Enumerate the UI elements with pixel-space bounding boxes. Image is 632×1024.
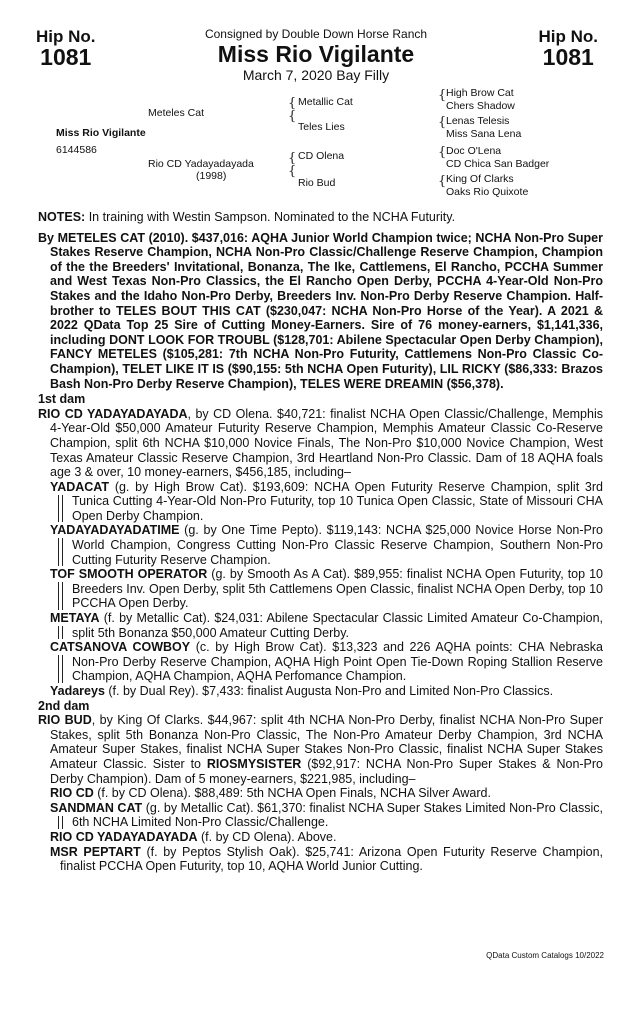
produce-text: (g. by One Time Pepto). $119,143: NCHA $25,000 Novice Horse Non-Pro World Champion, Congress Cutting Non-Pro Classic Reserve Champion, Southern Non-Pro Cutting Futurity Reserve Champion. <box>72 523 603 567</box>
hip-label: Hip No. <box>538 27 598 46</box>
produce-text: (g. by High Brow Cat). $193,609: NCHA Open Futurity Reserve Champion, split 3rd Tunica Cutting 4-Year-Old Non-Pro Futurity, top 10 Tunica Open Classic, State of Missouri CHA Open Derby Champion. <box>72 479 603 523</box>
produce-item <box>50 523 603 567</box>
pedigree-horse: Miss Rio Vigilante <box>56 127 146 139</box>
pedigree-ddd: Oaks Rio Quixote <box>446 186 529 198</box>
produce-text: (c. by High Brow Cat). $13,323 and 226 AQHA points: CHA Nebraska Non-Pro Derby Reserve Champion, AQHA High Point Open Tie-Down Roping Stallion Reserve Champion, AQHA Champion, AQHA Perfomance Champion. <box>72 640 603 684</box>
produce-name: YADACAT <box>50 479 110 494</box>
first-dam-text: , by CD Olena. $40,721: finalist NCHA Open Classic/Challenge, Memphis 4-Year-Old $50,000 Amateur Futurity Reserve Champion, Memphis Amateur Classic Co-Reserve Champion, split 6th NCHA $10,000 Novice Finals, The Non-Pro $10,000 Novice Champion, West Texas Amateur Classic Reserve Champion, 3rd Heartland Non-Pro Classic. Dam of 18 AQHA foals age 3 & over, 10 money-earners, $456,185, including– <box>50 406 603 480</box>
produce-name: MSR PEPTART <box>50 844 141 859</box>
hip-value: 1081 <box>542 44 594 70</box>
pedigree-ss: Metallic Cat <box>298 96 353 108</box>
produce-text: (f. by Peptos Stylish Oak). $25,741: Arizona Open Futurity Reserve Champion, finalist PCCHA Open Futurity, top 10, AQHA World Junior Cutting. <box>60 844 603 874</box>
pedigree-dd: Rio Bud <box>298 177 336 189</box>
produce-text: (f. by Metallic Cat). $24,031: Abilene Spectacular Classic Limited Amateur Co-Champion, split 5th Bonanza $50,000 Amateur Cutting Derby. <box>72 611 603 640</box>
hip-value: 1081 <box>40 44 92 70</box>
produce-text: (f. by Dual Rey). $7,433: finalist Augusta Non-Pro and Limited Non-Pro Classics. <box>104 684 554 698</box>
catalog-footer: QData Custom Catalogs 10/2022 <box>486 951 604 960</box>
produce-name: TOF SMOOTH OPERATOR <box>50 567 208 582</box>
second-dam-text-2: ($92,917: NCHA Non-Pro Super Stakes & Non-Pro Derby Champion). Dam of 5 money-earners, $221,985, including– <box>50 756 604 786</box>
produce-text: (f. by CD Olena). Above. <box>197 829 337 844</box>
notes <box>38 210 603 225</box>
pedigree-ssd: Chers Shadow <box>446 100 515 112</box>
second-dam-name: RIO BUD <box>38 713 92 728</box>
pedigree-sire: Meteles Cat <box>148 107 205 119</box>
produce-text: (g. by Metallic Cat). $61,370: finalist NCHA Super Stakes Limited Non-Pro Classic, 6th NCHA Limited Non-Pro Classic/Challenge. <box>72 800 604 830</box>
pedigree-dam: Rio CD Yadayadayada <box>148 158 254 170</box>
brace-icon: { <box>438 174 447 189</box>
brace-icon: { <box>288 109 297 124</box>
pedigree-dsd: CD Chica San Badger <box>446 158 550 170</box>
consignor: Consigned by Double Down Horse Ranch <box>204 27 428 41</box>
produce-item <box>50 845 603 874</box>
produce-name: RIO CD <box>50 786 94 801</box>
produce-item <box>50 801 603 830</box>
brace-icon: { <box>288 164 297 179</box>
pedigree-ds: CD Olena <box>298 150 345 162</box>
pedigree-dds: King Of Clarks <box>446 173 514 185</box>
produce-name: YADAYADAYADATIME <box>50 523 180 538</box>
produce-item <box>50 684 603 699</box>
brace-icon: { <box>288 96 297 111</box>
produce-name: METAYA <box>50 611 100 626</box>
sire-paragraph: By METELES CAT (2010). $437,016: AQHA Junior World Champion twice; NCHA Non-Pro Super Stakes Reserve Champion, NCHA Non-Pro Classic/Challenge Reserve Champion, Champion of the the Breeders' Invitational, Bonanza, The Ike, Cattlemens, El Rancho, PCCHA Summer and West Texas Non-Pro Classics, the El Rancho Open Derby, PCCHA 4-Year-Old Non-Pro Stakes and the Idaho Non-Pro Derby, Breeders Inv. Non-Pro Derby Reserve Champion. Half-brother to TELES BOUT THIS CAT ($230,047: NCHA Non-Pro Horse of the Year). A 2021 & 2022 QData Top 25 Sire of Cutting Money-Earners. Sire of 76 money-earners, $1,141,336, including DONT LOOK FOR TROUBL ($128,701: Abilene Spectacular Open Derby Champion), FANCY METELES ($105,281: 7th NCHA Non-Pro Futurity, Cattlemens Non-Pro Classic Co-Champion), TELET LIKE IT IS ($90,155: 5th NCHA Open Futurity), LIL RICKY ($86,333: Brazos Bash Non-Pro Derby Reserve Champion), TELES WERE DREAMIN ($56,378). <box>38 230 603 391</box>
second-dam-text: , by King Of Clarks. $44,967: split 4th NCHA Non-Pro Derby, finalist NCHA Non-Pro Super Stakes, split 5th Bonanza Non-Pro Classic, The Non-Pro Amateur Derby Champion, 3rd NCHA Amateur Super Stakes, finalist NCHA Super Stakes Non-Pro Classic, finalist NCHA Super Stakes Amateur Classic. Sister to <box>50 713 603 771</box>
second-dam-sister: RIOSMYSISTER <box>206 756 302 771</box>
brace-icon: { <box>438 145 447 160</box>
produce-item <box>50 786 603 801</box>
pedigree-sss: High Brow Cat <box>446 87 514 99</box>
first-dam-heading: 1st dam <box>38 392 86 407</box>
produce-item <box>50 611 603 640</box>
registration-number: 6144586 <box>56 144 97 156</box>
hip-label: Hip No. <box>36 27 96 46</box>
catalog-body <box>38 210 603 874</box>
notes-text: In training with Westin Sampson. Nominated to the NCHA Futurity. <box>85 210 456 224</box>
horse-name: Miss Rio Vigilante <box>217 41 415 67</box>
produce-name: RIO CD YADAYADAYADA <box>50 829 198 844</box>
produce-item <box>50 640 603 684</box>
produce-text: (f. by CD Olena). $88,489: 5th NCHA Open Finals, NCHA Silver Award. <box>93 786 491 801</box>
produce-name: CATSANOVA COWBOY <box>50 640 191 655</box>
brace-icon: { <box>288 151 297 166</box>
second-dam-paragraph <box>38 713 603 786</box>
pedigree-dss: Doc O'Lena <box>446 145 502 157</box>
pedigree-sds: Lenas Telesis <box>446 115 510 127</box>
produce-text: (g. by Smooth As A Cat). $89,955: finalist NCHA Open Futurity, top 10 Breeders Inv. Open Derby, split 5th Cattlemens Open Classic, finalist NCHA Open Derby, top 10 PCCHA Open Derby. <box>72 567 603 611</box>
produce-name: Yadareys <box>50 684 105 698</box>
page-header <box>0 27 632 84</box>
pedigree-sdd: Miss Sana Lena <box>446 128 522 140</box>
pedigree-sd: Teles Lies <box>298 121 345 133</box>
foaling-info: March 7, 2020 Bay Filly <box>242 67 390 83</box>
first-dam-name: RIO CD YADAYADAYADA <box>38 406 188 421</box>
pedigree-dam-year: (1998) <box>196 170 227 182</box>
produce-name: SANDMAN CAT <box>50 800 143 815</box>
notes-label: NOTES: <box>38 210 86 224</box>
produce-item <box>50 567 603 611</box>
first-dam-paragraph <box>38 407 603 480</box>
second-dam-heading: 2nd dam <box>38 698 90 713</box>
produce-item <box>50 480 603 524</box>
brace-icon: { <box>438 115 447 130</box>
produce-item <box>50 830 603 845</box>
brace-icon: { <box>438 88 447 103</box>
